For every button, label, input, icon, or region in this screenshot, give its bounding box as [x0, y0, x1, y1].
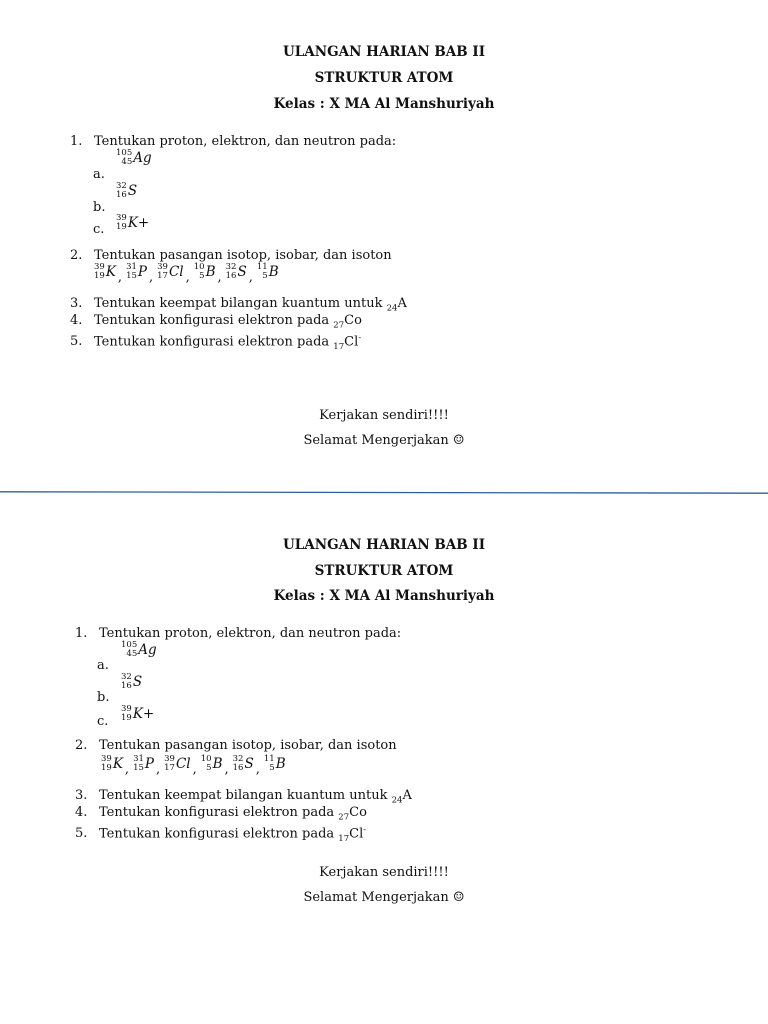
nuclide-list: 39 19 K , 31 15 P , 39 17 Cl , 10 5 B , 32 16 S , 11 5 B: [101, 754, 286, 777]
question-1: 1. Tentukan proton, elektron, dan neutron pada:: [75, 626, 402, 641]
footer-instruction: Kerjakan sendiri!!!!: [319, 865, 449, 880]
question-2: 2. Tentukan pasangan isotop, isobar, dan isoton: [75, 738, 397, 753]
question-5: 5. Tentukan konfigurasi elektron pada $_{17}$Cl-: [70, 333, 362, 352]
nuclide-k-ion: 39 19 K+: [121, 704, 155, 723]
option-letter-c: c.: [97, 714, 109, 729]
question-3: 3. Tentukan keempat bilangan kuantum untuk $_{24}$A: [75, 788, 412, 806]
option-letter-b: b.: [97, 690, 110, 705]
question-1: 1. Tentukan proton, elektron, dan neutron pada:: [70, 134, 397, 149]
worksheet-class-line: Kelas : X MA Al Manshuriyah: [273, 96, 495, 112]
option-letter-c: c.: [93, 222, 105, 237]
nuclide-ag: 105 45 Ag: [116, 148, 152, 167]
cut-divider-line: [0, 491, 768, 494]
worksheet-subtitle: STRUKTUR ATOM: [314, 563, 454, 579]
question-4: 4. Tentukan konfigurasi elektron pada $_{27}$Co: [75, 805, 367, 823]
nuclide-k-ion: 39 19 K+: [116, 213, 150, 232]
worksheet-title: ULANGAN HARIAN BAB II: [282, 537, 486, 553]
question-4: 4. Tentukan konfigurasi elektron pada $_{27}$Co: [70, 313, 362, 331]
question-5: 5. Tentukan konfigurasi elektron pada $_{17}$Cl-: [75, 825, 367, 844]
worksheet-subtitle: STRUKTUR ATOM: [314, 70, 454, 86]
footer-instruction: Kerjakan sendiri!!!!: [319, 408, 449, 423]
question-2: 2. Tentukan pasangan isotop, isobar, dan isoton: [70, 248, 392, 263]
worksheet-title: ULANGAN HARIAN BAB II: [282, 44, 486, 60]
option-letter-b: b.: [93, 200, 106, 215]
footer-greeting: Selamat Mengerjakan ☺: [303, 890, 465, 905]
option-letter-a: a.: [93, 167, 105, 182]
nuclide-s: 32 16 S: [121, 672, 143, 691]
nuclide-s: 32 16 S: [116, 181, 138, 200]
nuclide-list: 39 19 K , 31 15 P , 39 17 Cl , 10 5 B , 32 16 S , 11 5 B: [94, 262, 279, 285]
worksheet-class-line: Kelas : X MA Al Manshuriyah: [273, 588, 495, 604]
nuclide-ag: 105 45 Ag: [121, 640, 157, 659]
option-letter-a: a.: [97, 658, 109, 673]
footer-greeting: Selamat Mengerjakan ☺: [303, 433, 465, 448]
question-3: 3. Tentukan keempat bilangan kuantum untuk $_{24}$A: [70, 296, 407, 314]
